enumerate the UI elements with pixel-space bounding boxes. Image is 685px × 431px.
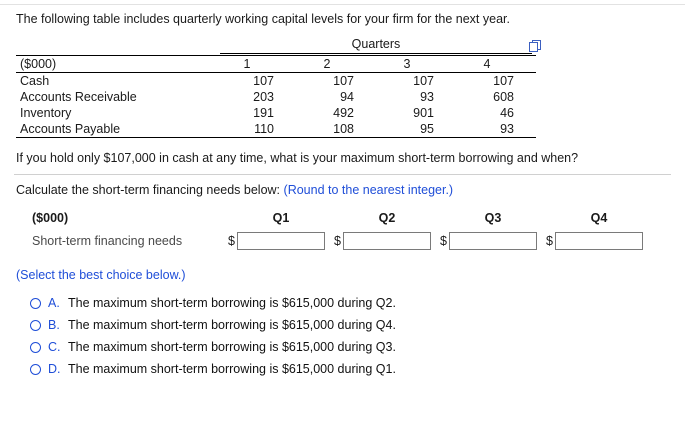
inputs-header-q3: Q3 (484, 211, 502, 225)
financing-inputs-row (32, 232, 652, 250)
choice-letter-a: A. (48, 296, 60, 310)
currency-symbol-q3: $ (440, 234, 447, 248)
table-row (16, 105, 536, 121)
table-column-header-row (16, 56, 536, 73)
choice-option-c[interactable] (30, 340, 671, 354)
cell-ar-q4: 608 (493, 90, 514, 104)
working-capital-table-wrap (16, 36, 536, 138)
table-group-header-row (16, 36, 536, 52)
calc-prompt: Calculate the short-term financing needs below: (16, 183, 281, 197)
row-label-accounts-payable: Accounts Payable (16, 121, 216, 138)
cell-ap-q2: 108 (296, 121, 376, 138)
column-header-q3: 3 (376, 56, 456, 73)
intro-text: The following table includes quarterly working capital levels for your firm for the next year. (16, 12, 510, 26)
cell-inventory-q4: 46 (500, 106, 514, 120)
financing-inputs (32, 211, 652, 250)
financing-input-q4[interactable] (555, 232, 643, 250)
choice-letter-d: D. (48, 362, 61, 376)
input-cell-q2 (334, 232, 440, 250)
currency-symbol-q1: $ (228, 234, 235, 248)
table-row (16, 73, 536, 90)
cell-ap-q3: 95 (376, 121, 456, 138)
radio-icon[interactable] (30, 320, 41, 331)
quarters-group-header: Quarters (351, 37, 401, 51)
choice-text-d: The maximum short-term borrowing is $615,000 during Q1. (68, 362, 396, 376)
input-cell-q3 (440, 232, 546, 250)
rounding-hint: (Round to the nearest integer.) (283, 183, 454, 197)
group-header-rule (220, 53, 532, 54)
currency-symbol-q4: $ (546, 234, 553, 248)
financing-inputs-header (32, 211, 652, 225)
input-cell-q1 (228, 232, 334, 250)
divider-1 (14, 174, 671, 175)
cell-ar-q2: 94 (340, 90, 354, 104)
choice-text-b: The maximum short-term borrowing is $615,000 during Q4. (68, 318, 396, 332)
cell-cash-q4: 107 (456, 73, 536, 90)
row-label-accounts-receivable: Accounts Receivable (20, 90, 137, 104)
financing-input-q3[interactable] (449, 232, 537, 250)
table-units-label: ($000) (16, 56, 216, 73)
cell-inventory-q3: 901 (413, 106, 434, 120)
choice-option-a[interactable] (30, 296, 671, 310)
question-text: If you hold only $107,000 in cash at any time, what is your maximum short-term borrowing and when? (16, 151, 579, 165)
radio-icon[interactable] (30, 342, 41, 353)
choice-list (30, 296, 671, 376)
choice-text-c: The maximum short-term borrowing is $615,000 during Q3. (68, 340, 396, 354)
cell-inventory-q1: 191 (253, 106, 274, 120)
inputs-header-q2: Q2 (378, 211, 396, 225)
financing-input-q2[interactable] (343, 232, 431, 250)
radio-icon[interactable] (30, 298, 41, 309)
copy-icon[interactable] (529, 40, 542, 53)
row-label-inventory: Inventory (20, 106, 72, 120)
financing-input-q1[interactable] (237, 232, 325, 250)
choice-letter-c: C. (48, 340, 61, 354)
choice-option-b[interactable] (30, 318, 671, 332)
column-header-q1: 1 (216, 56, 296, 73)
cell-ap-q4: 93 (456, 121, 536, 138)
cell-cash-q1: 107 (216, 73, 296, 90)
inputs-row-label: Short-term financing needs (32, 234, 183, 248)
cell-ar-q1: 203 (253, 90, 274, 104)
choice-letter-b: B. (48, 318, 60, 332)
currency-symbol-q2: $ (334, 234, 341, 248)
radio-icon[interactable] (30, 364, 41, 375)
column-header-q4: 4 (456, 56, 536, 73)
inputs-header-q1: Q1 (272, 211, 290, 225)
cell-ap-q1: 110 (216, 121, 296, 138)
table-row (16, 89, 536, 105)
inputs-units-label: ($000) (32, 211, 69, 225)
row-label-cash: Cash (16, 73, 216, 90)
calc-prompt-line (16, 183, 671, 197)
cell-ar-q3: 93 (420, 90, 434, 104)
choice-option-d[interactable] (30, 362, 671, 376)
input-cell-q4 (546, 232, 652, 250)
cell-inventory-q2: 492 (333, 106, 354, 120)
select-best-choice-label: (Select the best choice below.) (16, 268, 186, 282)
working-capital-table (16, 36, 536, 138)
choice-text-a: The maximum short-term borrowing is $615,000 during Q2. (68, 296, 396, 310)
inputs-header-q4: Q4 (590, 211, 608, 225)
table-row (16, 121, 536, 138)
column-header-q2: 2 (296, 56, 376, 73)
cell-cash-q2: 107 (296, 73, 376, 90)
cell-cash-q3: 107 (376, 73, 456, 90)
